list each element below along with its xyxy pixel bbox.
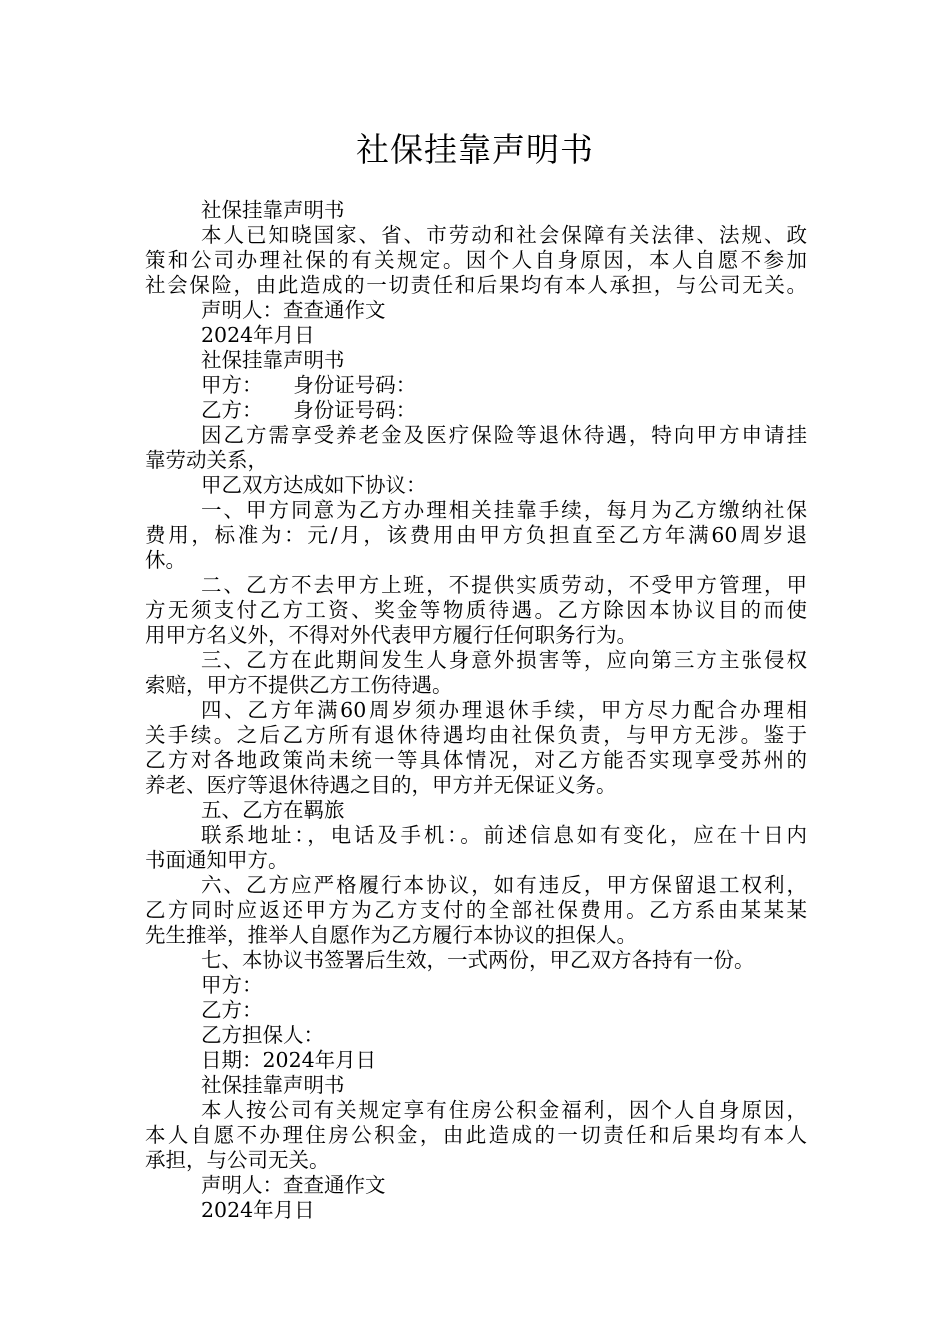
document-line: 本人按公司有关规定享有住房公积金福利，因个人自身原因， <box>201 1098 807 1122</box>
document-line: 2024年月日 <box>201 1198 315 1222</box>
document-line: 三、乙方在此期间发生人身意外损害等，应向第三方主张侵权 <box>201 648 807 672</box>
document-line: 五、乙方在羁旅 <box>201 798 345 822</box>
document-line: 乙方： <box>201 998 263 1022</box>
document-line: 索赔，甲方不提供乙方工伤待遇。 <box>145 673 453 697</box>
document-line: 先生推举，推举人自愿作为乙方履行本协议的担保人。 <box>145 923 637 947</box>
document-line: 因乙方需享受养老金及医疗保险等退休待遇，特向甲方申请挂 <box>201 423 807 447</box>
document-line: 休。 <box>145 548 186 572</box>
page-title: 社保挂靠声明书 <box>356 130 594 169</box>
document-line: 六、乙方应严格履行本协议，如有违反，甲方保留退工权利， <box>201 873 807 897</box>
document-line: 二、乙方不去甲方上班，不提供实质劳动，不受甲方管理，甲 <box>201 573 807 597</box>
document-line: 声明人：查查通作文 <box>201 298 386 322</box>
document-line: 本人自愿不办理住房公积金，由此造成的一切责任和后果均有本人 <box>145 1123 807 1147</box>
document-line: 用甲方名义外，不得对外代表甲方履行任何职务行为。 <box>145 623 637 647</box>
document-line: 社保挂靠声明书 <box>201 348 345 372</box>
document-line: 社保挂靠声明书 <box>201 198 345 222</box>
document-line: 一、甲方同意为乙方办理相关挂靠手续，每月为乙方缴纳社保 <box>201 498 807 522</box>
document-line: 联系地址：，电话及手机：。前述信息如有变化，应在十日内 <box>201 823 807 847</box>
document-line: 乙方对各地政策尚未统一等具体情况，对乙方能否实现享受苏州的 <box>145 748 807 772</box>
document-line: 日期：2024年月日 <box>201 1048 377 1072</box>
document-line: 乙方： 身份证号码： <box>201 398 417 422</box>
document-line: 靠劳动关系， <box>145 448 268 472</box>
document-line: 书面通知甲方。 <box>145 848 289 872</box>
document-line: 2024年月日 <box>201 323 315 347</box>
document-line: 甲方： 身份证号码： <box>201 373 417 397</box>
document-line: 策和公司办理社保的有关规定。因个人自身原因，本人自愿不参加 <box>145 248 807 272</box>
document-line: 七、本协议书签署后生效，一式两份，甲乙双方各持有一份。 <box>201 948 755 972</box>
document-line: 本人已知晓国家、省、市劳动和社会保障有关法律、法规、政 <box>201 223 807 247</box>
document-line: 乙方担保人： <box>201 1023 324 1047</box>
document-line: 四、乙方年满60周岁须办理退休手续，甲方尽力配合办理相 <box>201 698 807 722</box>
document-line: 甲方： <box>201 973 263 997</box>
document-line: 方无须支付乙方工资、奖金等物质待遇。乙方除因本协议目的而使 <box>145 598 807 622</box>
document-line: 养老、医疗等退休待遇之目的，甲方并无保证义务。 <box>145 773 617 797</box>
document-line: 承担，与公司无关。 <box>145 1148 330 1172</box>
document-line: 声明人：查查通作文 <box>201 1173 386 1197</box>
document-line: 乙方同时应返还甲方为乙方支付的全部社保费用。乙方系由某某某 <box>145 898 807 922</box>
document-line: 社会保险，由此造成的一切责任和后果均有本人承担，与公司无关。 <box>145 273 807 297</box>
document-line: 社保挂靠声明书 <box>201 1073 345 1097</box>
document-line: 甲乙双方达成如下协议： <box>201 473 427 497</box>
document-body <box>145 198 807 1223</box>
document-line: 费用，标准为：元/月，该费用由甲方负担直至乙方年满60周岁退 <box>145 523 807 547</box>
document-line: 关手续。之后乙方所有退休待遇均由社保负责，与甲方无涉。鉴于 <box>145 723 807 747</box>
